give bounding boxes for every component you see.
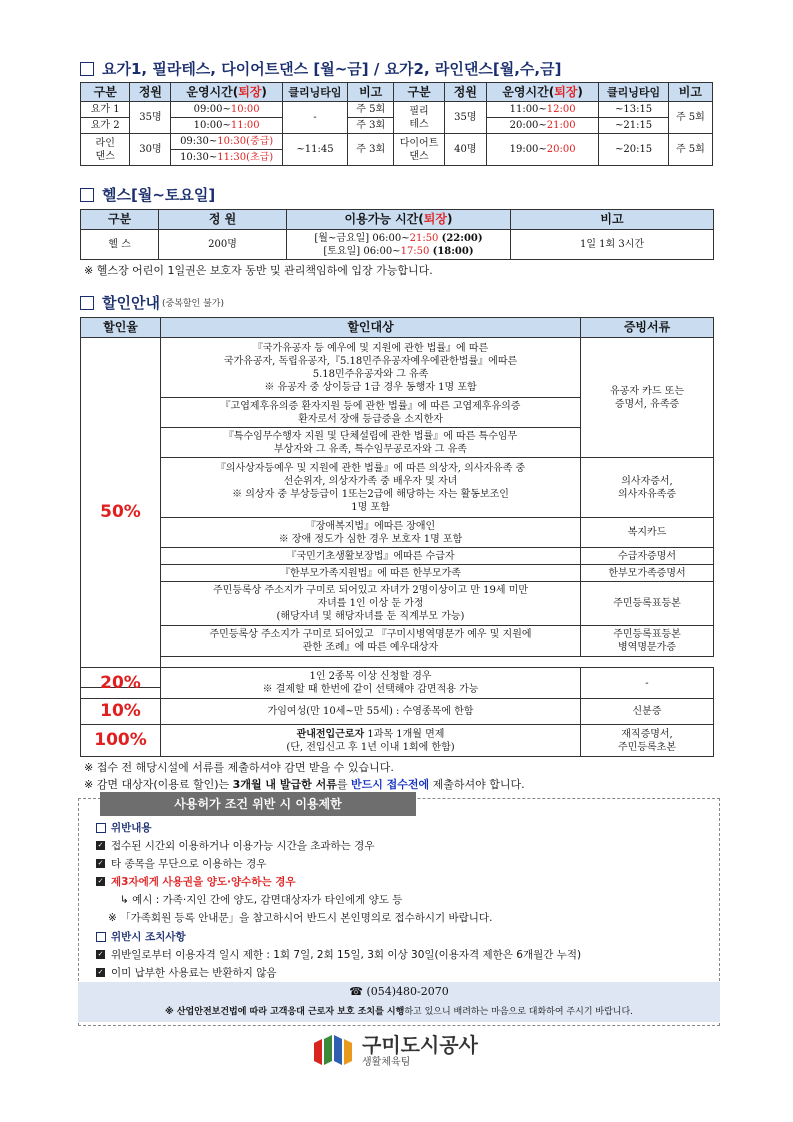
col-clean-2: 클리닝타임 (599, 83, 668, 102)
target-6: 『국민기초생활보장법』에따른 수급자 (161, 548, 581, 565)
rate-20-cell: 20% (81, 668, 161, 699)
rate-50: 50% (81, 338, 161, 688)
yoga2-name: 요가 2 (81, 118, 130, 134)
action-title: 위반시 조치사항 (96, 929, 186, 944)
line-clean: ~11:45 (282, 134, 347, 166)
gym-col-hours: 이용가능 시간(퇴장) (287, 210, 511, 230)
docs-12: 재직증명서, 주민등록초본 (581, 725, 714, 757)
target-10: 1인 2종목 이상 신청할 경우 ※ 결제할 때 한번에 같이 선택해야 감면적용 가능 (161, 668, 581, 699)
pilates-note: 주 5회 (668, 102, 712, 134)
logo-name: 구미도시공사 (362, 1033, 478, 1057)
rate-10: 10% (81, 699, 161, 725)
line-cap: 30명 (130, 134, 171, 166)
target-3: 『특수임무수행자 지원 및 단체설립에 관한 법률』에 따른 특수임무 부상자와 그 유족, 특수임무공로자와 그 유족 (161, 428, 581, 458)
gym-col-note: 비고 (511, 210, 714, 230)
rate-100: 100% (81, 725, 161, 757)
contact-strip (78, 982, 720, 1022)
yoga-clean: - (282, 102, 347, 134)
gym-footnote: ※ 헬스장 어린이 1일권은 보호자 동반 및 관리책임하에 입장 가능합니다. (84, 264, 433, 277)
check-icon: ✓ (97, 950, 104, 958)
violation-item: ✓ 타 종목을 무단으로 이용하는 경우 (97, 858, 267, 870)
target-1: 『국가유공자 등 예우에 및 지원에 관한 법률』에 따른 국가유공자, 독립유공자,『5.18민주유공자예우에관한법률』에따른 5.18민주유공자와 그 유족 ※ 유공자 중 상이등급 1급 경우 동행자 1명 포함 (161, 338, 581, 398)
logo (312, 1034, 478, 1069)
violation-item: ✓ 제3자에게 사용권을 양도·양수하는 경우 (97, 876, 296, 888)
col-target: 할인대상 (161, 318, 581, 338)
diet-time: 19:00~20:00 (486, 134, 599, 166)
col-type: 구분 (81, 83, 130, 102)
diet-note: 주 5회 (668, 134, 712, 166)
docs-6: 수급자증명서 (581, 548, 714, 565)
target-5: 『장애복지법』에따른 장애인 ※ 장애 정도가 심한 경우 보호자 1명 포함 (161, 518, 581, 548)
action-item: ✓ 위반일로부터 이용자격 일시 제한 : 1회 7일, 2회 15일, 3회 이상 30일(이용자격 제한은 6개월간 누적) (97, 949, 582, 961)
docs-1: 유공자 카드 또는 증명서, 유족증 (581, 338, 714, 458)
gym-table (80, 209, 714, 260)
section2-title: 헬스[월~토요일] (80, 184, 215, 205)
pilates1-clean: ~13:15 (599, 102, 668, 118)
violation-title: 위반내용 (96, 820, 152, 835)
col-note-2: 비고 (668, 83, 712, 102)
phone-number: ☎ (054)480-2070 (349, 985, 449, 998)
col-note: 비고 (348, 83, 394, 102)
pilates2-time: 20:00~21:00 (486, 118, 599, 134)
target-7: 『한부모가족지원법』에 따른 한부모가족 (161, 565, 581, 582)
col-clean: 클리닝타임 (282, 83, 347, 102)
yoga1-time: 09:00~10:00 (171, 102, 282, 118)
violation-example: ↳ 예시 : 가족·지인 간에 양도, 감면대상자가 타인에게 양도 등 (120, 894, 403, 906)
yoga2-note: 주 3회 (348, 118, 394, 134)
docs-4: 의사자증서, 의사자유족증 (581, 458, 714, 518)
check-icon: ✓ (97, 877, 104, 885)
section3-title: 할인안내 (중복할인 불가) (80, 292, 224, 313)
target-11: 가임여성(만 10세~만 55세) : 수영종목에 한함 (161, 699, 581, 725)
violation-item: ✓ 접수된 시간외 이용하거나 이용가능 시간을 초과하는 경우 (97, 840, 375, 852)
action-item: ✓ 이미 납부한 사용료는 반환하지 않음 (97, 967, 277, 979)
gym-col-type: 구분 (81, 210, 159, 230)
col-hours: 운영시간(퇴장) (171, 83, 282, 102)
docs-10: - (581, 668, 714, 699)
logo-sub: 생활체육팀 (362, 1057, 411, 1068)
pilates-cap: 35명 (444, 102, 486, 134)
target-2: 『고엽제후유의증 환자지원 등에 관한 법률』에 따른 고엽제후유의증 환자로서 장애 등급증을 소지한자 (161, 398, 581, 428)
restriction-head: 사용허가 조건 위반 시 이용제한 (100, 792, 416, 816)
target-12: 관내전입근로자 1과목 1개월 면제 (단, 전입신고 후 1년 이내 1회에 한함) (161, 725, 581, 757)
docs-11: 신분증 (581, 699, 714, 725)
discount-table (80, 317, 714, 688)
target-8: 주민등록상 주소지가 구미로 되어있고 자녀가 2명이상이고 만 19세 미만 자녀를 1인 이상 둔 가정 (해당자녀 및 해당자녀를 둔 직계부모 가능) (161, 582, 581, 626)
check-icon: ✓ (97, 968, 104, 976)
pilates1-time: 11:00~12:00 (486, 102, 599, 118)
checkbox-icon (80, 62, 94, 76)
gym-col-cap: 정 원 (159, 210, 287, 230)
check-icon: ✓ (97, 859, 104, 867)
docs-9: 주민등록표등본 병역명문가증 (581, 626, 714, 657)
checkbox-icon (96, 823, 106, 833)
target-4: 『의사상자등예우 및 지원에 관한 법률』에 따른 의상자, 의사자유족 중 선순위자, 의상자가족 중 배우자 및 자녀 ※ 의상자 중 부상등급이 1또는2급에 해당하는 자는 활동보조인 1명 포함 (161, 458, 581, 518)
class-schedule-table (80, 82, 713, 166)
yoga2-time: 10:00~11:00 (171, 118, 282, 134)
diet-name: 다이어트 댄스 (394, 134, 444, 166)
col-cap: 정원 (130, 83, 171, 102)
worker-protection-notice: ※ 산업안전보건법에 따라 고객응대 근로자 보호 조치를 시행하고 있으니 배려하는 마음으로 대화하여 주시기 바랍니다. (164, 1007, 634, 1017)
docs-8: 주민등록표등본 (581, 582, 714, 626)
checkbox-icon (80, 188, 94, 202)
line-note: 주 3회 (348, 134, 394, 166)
docs-5: 복지카드 (581, 518, 714, 548)
target-9: 주민등록상 주소지가 구미로 되어있고 『구미시병역명문가 예우 및 지원에 관한 조례』에 따른 예우대상자 (161, 626, 581, 657)
col-type-2: 구분 (394, 83, 444, 102)
check-icon: ✓ (97, 841, 104, 849)
discount-note-1: ※ 접수 전 해당시설에 서류를 제출하셔야 감면 받을 수 있습니다. (84, 761, 394, 774)
gym-note: 1일 1회 3시간 (511, 230, 714, 260)
col-cap-2: 정원 (444, 83, 486, 102)
col-hours-2: 운영시간(퇴장) (486, 83, 599, 102)
discount-table-lower (80, 667, 714, 757)
company-logo-icon (312, 1035, 354, 1069)
gym-cap: 200명 (159, 230, 287, 260)
yoga-cap: 35명 (130, 102, 171, 134)
gym-name: 헬 스 (81, 230, 159, 260)
docs-7: 한부모가족증명서 (581, 565, 714, 582)
col-docs: 증빙서류 (581, 318, 714, 338)
line1-time: 09:30~10:30(중급) (171, 134, 282, 150)
checkbox-icon (80, 296, 94, 310)
section1-title: 요가1, 필라테스, 다이어트댄스 [월~금] / 요가2, 라인댄스[월,수,금] (80, 58, 561, 79)
diet-clean: ~20:15 (599, 134, 668, 166)
yoga1-note: 주 5회 (348, 102, 394, 118)
line2-time: 10:30~11:30(초급) (171, 150, 282, 166)
checkbox-icon (96, 932, 106, 942)
yoga1-name: 요가 1 (81, 102, 130, 118)
violation-note: ※ 「가족회원 등록 안내문」을 참고하시어 반드시 본인명의로 접수하시기 바랍니다. (108, 912, 493, 924)
pilates2-clean: ~21:15 (599, 118, 668, 134)
col-rate: 할인율 (81, 318, 161, 338)
diet-cap: 40명 (444, 134, 486, 166)
discount-note-2: ※ 감면 대상자(이용료 할인)는 3개월 내 발급한 서류를 반드시 접수전에 제출하셔야 합니다. (84, 778, 525, 791)
pilates-name: 필리 테스 (394, 102, 444, 134)
gym-hours: [월~금요일] 06:00~21:50 (22:00) [토요일] 06:00~17:50 (18:00) (287, 230, 511, 260)
line-name: 라인 댄스 (81, 134, 130, 166)
